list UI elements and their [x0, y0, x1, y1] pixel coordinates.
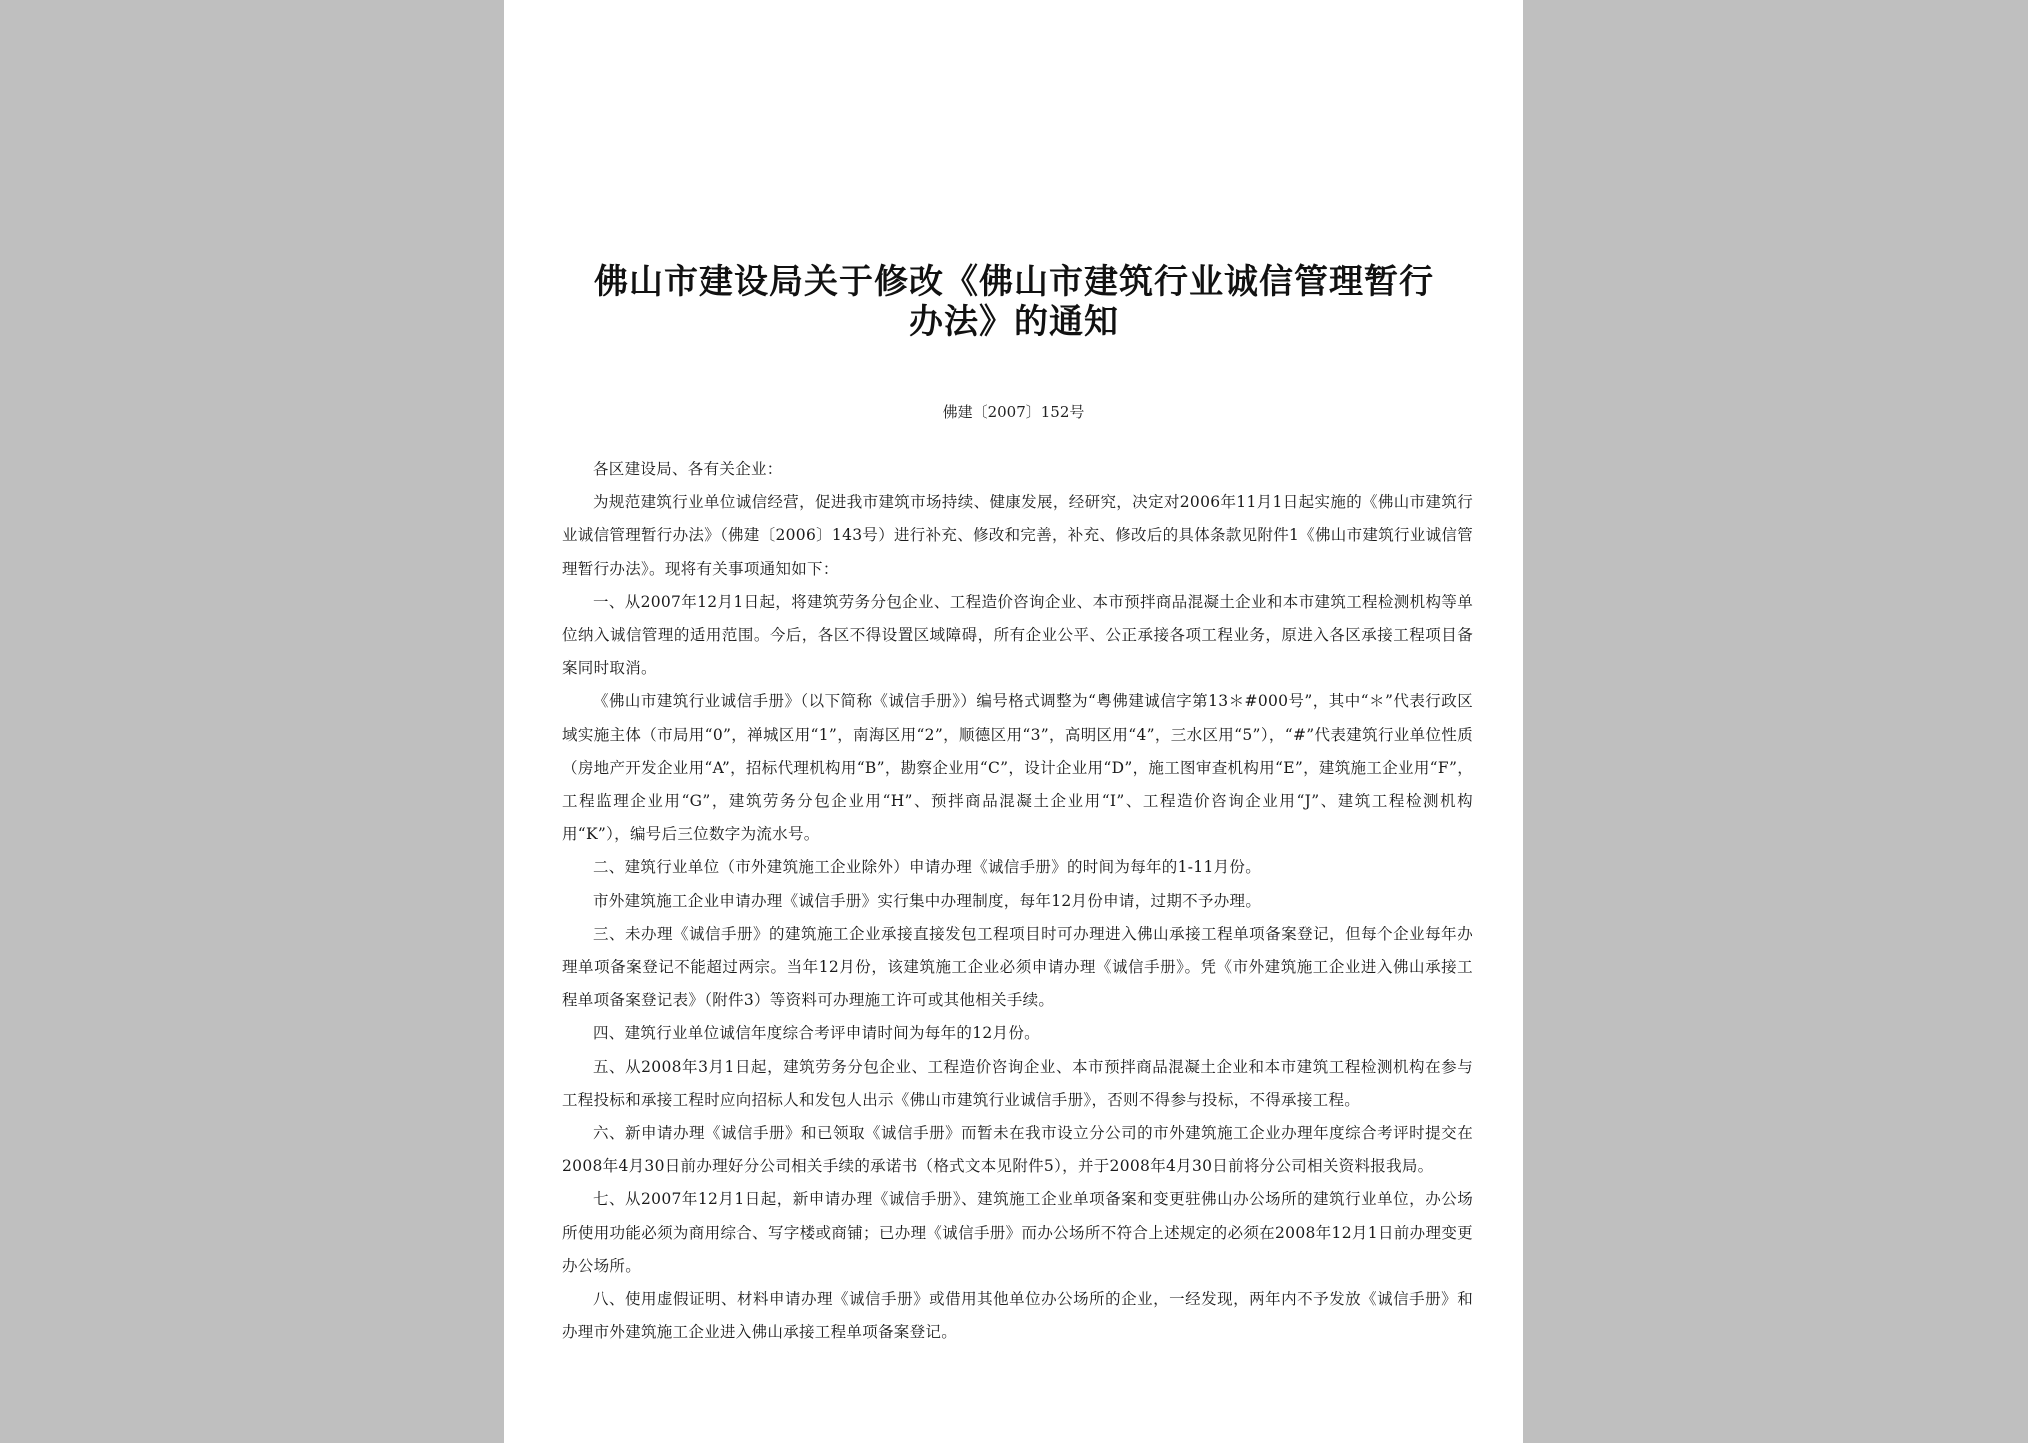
paragraph: 六、新申请办理《诚信手册》和已领取《诚信手册》而暂未在我市设立分公司的市外建筑施工企业办理年度综合考评时提交在2008年4月30日前办理好分公司相关手续的承诺书（格式文本见附件5），并于2008年4月30日前将分公司相关资料报我局。: [562, 1124, 1473, 1176]
paragraph: 《佛山市建筑行业诚信手册》（以下简称《诚信手册》）编号格式调整为“粤佛建诚信字第13＊#000号”，其中“＊”代表行政区域实施主体（市局用“0”，禅城区用“1”，南海区用“2”，顺德区用“3”，高明区用“4”，三水区用“5”），“#”代表建筑行业单位性质（房地产开发企业用“A”，招标代理机构用“B”，勘察企业用“C”，设计企业用“D”，施工图审查机构用“E”，建筑施工企业用“F”，工程监理企业用“G”，建筑劳务分包企业用“H”、预拌商品混凝土企业用“I”、工程造价咨询企业用“J”、建筑工程检测机构用“K”），编号后三位数字为流水号。: [562, 692, 1473, 844]
paragraph: 市外建筑施工企业申请办理《诚信手册》实行集中办理制度，每年12月份申请，过期不予办理。: [593, 891, 1262, 910]
paragraph: 为规范建筑行业单位诚信经营，促进我市建筑市场持续、健康发展，经研究，决定对2006年11月1日起实施的《佛山市建筑行业诚信管理暂行办法》（佛建〔2006〕143号）进行补充、修改和完善，补充、修改后的具体条款见附件1《佛山市建筑行业诚信管理暂行办法》。现将有关事项通知如下：: [562, 493, 1473, 578]
salutation: 各区建设局、各有关企业：: [593, 460, 783, 478]
paragraph: 二、建筑行业单位（市外建筑施工企业除外）申请办理《诚信手册》的时间为每年的1-11月份。: [593, 858, 1262, 877]
document-number: 佛建〔2007〕152号: [942, 403, 1085, 421]
paragraph: 四、建筑行业单位诚信年度综合考评申请时间为每年的12月份。: [593, 1024, 1040, 1043]
paragraph: 五、从2008年3月1日起，建筑劳务分包企业、工程造价咨询企业、本市预拌商品混凝土企业和本市建筑工程检测机构在参与工程投标和承接工程时应向招标人和发包人出示《佛山市建筑行业诚信手册》，否则不得参与投标，不得承接工程。: [562, 1057, 1473, 1109]
document-page: [504, 0, 1523, 1443]
paragraph: 一、从2007年12月1日起，将建筑劳务分包企业、工程造价咨询企业、本市预拌商品混凝土企业和本市建筑工程检测机构等单位纳入诚信管理的适用范围。今后，各区不得设置区域障碍，所有企业公平、公正承接各项工程业务，原进入各区承接工程项目备案同时取消。: [562, 592, 1473, 678]
paragraph: 七、从2007年12月1日起，新申请办理《诚信手册》、建筑施工企业单项备案和变更驻佛山办公场所的建筑行业单位，办公场所使用功能必须为商用综合、写字楼或商铺；已办理《诚信手册》而办公场所不符合上述规定的必须在2008年12月1日前办理变更办公场所。: [562, 1190, 1473, 1275]
paragraph: 三、未办理《诚信手册》的建筑施工企业承接直接发包工程项目时可办理进入佛山承接工程单项备案登记，但每个企业每年办理单项备案登记不能超过两宗。当年12月份，该建筑施工企业必须申请办理《诚信手册》。凭《市外建筑施工企业进入佛山承接工程单项备案登记表》（附件3）等资料可办理施工许可或其他相关手续。: [562, 924, 1473, 1010]
document-title: 佛山市建设局关于修改《佛山市建筑行业诚信管理暂行办法》的通知: [594, 262, 1434, 342]
document-body: [562, 453, 1473, 1349]
paragraph: 八、使用虚假证明、材料申请办理《诚信手册》或借用其他单位办公场所的企业，一经发现，两年内不予发放《诚信手册》和办理市外建筑施工企业进入佛山承接工程单项备案登记。: [562, 1290, 1473, 1342]
